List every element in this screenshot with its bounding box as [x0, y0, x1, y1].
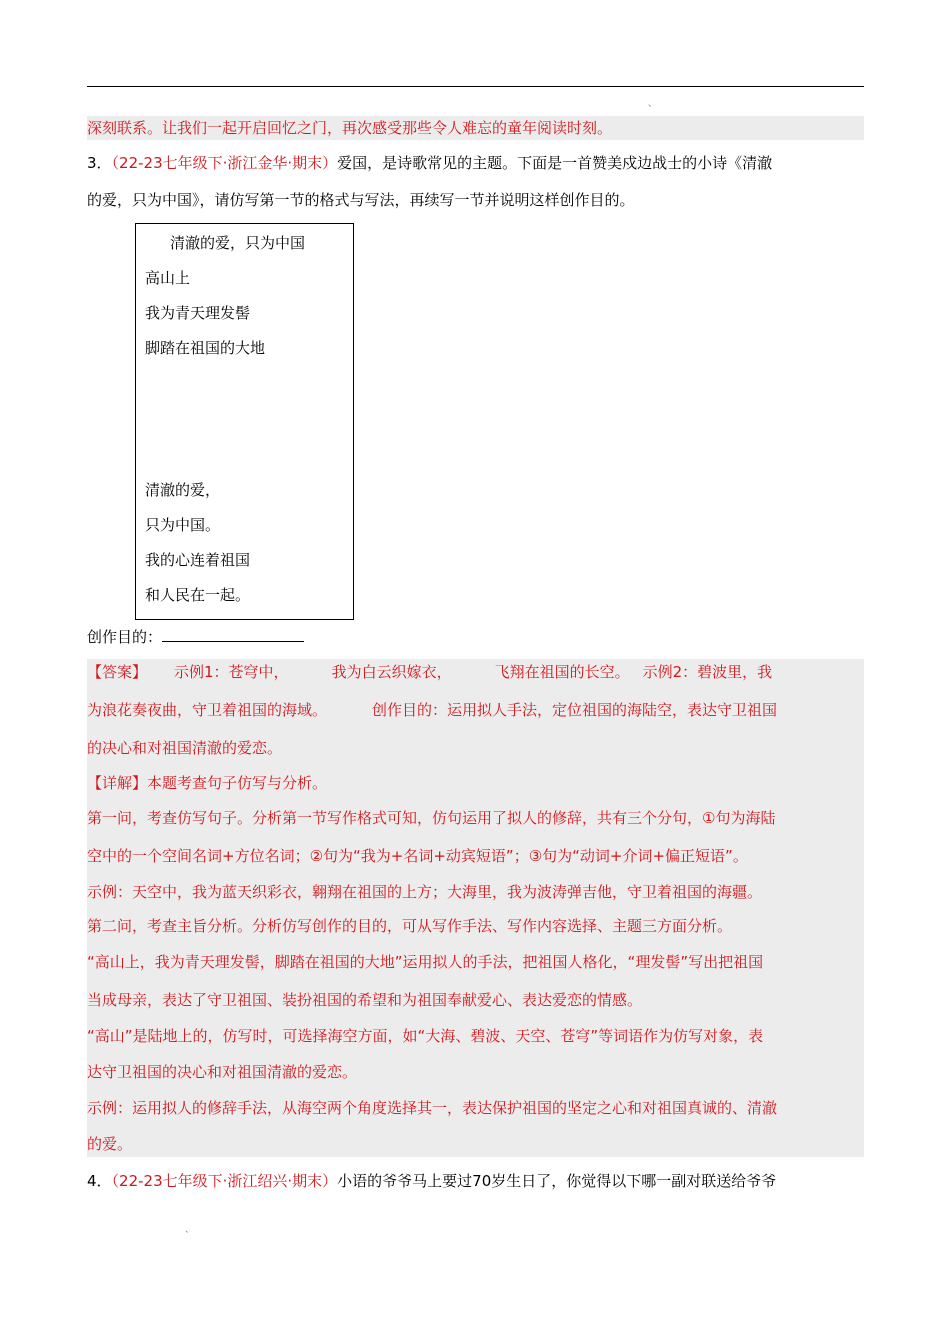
- explain-line: 当成母亲，表达了守卫祖国、装扮祖国的希望和为祖国奉献爱心、表达爱恋的情感。: [87, 991, 643, 1009]
- top-mark: 、: [648, 99, 658, 109]
- poem-box: [135, 223, 354, 620]
- q3-source: （22-23七年级下·浙江金华·期末）: [111, 154, 338, 172]
- explain-head-text: 本题考查句子仿写与分析。: [147, 774, 328, 792]
- answer-example2-b: 为浪花奏夜曲，守卫着祖国的海域。: [87, 701, 328, 719]
- q3-stem-text: 爱国，是诗歌常见的主题。下面是一首赞美戍边战士的小诗《清澈: [337, 154, 773, 172]
- purpose-row: [87, 627, 304, 647]
- explain-line: 达守卫祖国的决心和对祖国清澈的爱恋。: [87, 1063, 358, 1081]
- answer-line1: [87, 662, 772, 682]
- answer-example1-b: 我为白云织嫁衣，: [331, 663, 452, 681]
- purpose-label: 创作目的：: [87, 628, 163, 646]
- purpose-blank[interactable]: [162, 627, 304, 642]
- poem-line: 和人民在一起。: [145, 586, 251, 604]
- answer-highlight: [87, 659, 864, 1157]
- explain-line: 空中的一个空间名词+方位名词；②句为“我为+名词+动宾短语”；③句为“动词+介词+偏正短语”。: [87, 847, 748, 865]
- poem-line: 我为青天理发髻: [145, 304, 251, 322]
- explain-line: 示例：天空中，我为蓝天织彩衣，翱翔在祖国的上方；大海里，我为波涛弹吉他，守卫着祖国的海疆。: [87, 883, 763, 901]
- explain-line: “高山上，我为青天理发髻，脚踏在祖国的大地”运用拟人的手法，把祖国人格化，“理发髻”写出把祖国: [87, 953, 764, 971]
- poem-title: 清澈的爱，只为中国: [170, 234, 306, 252]
- explain-head: [87, 773, 327, 793]
- q4-source: （22-23七年级下·浙江绍兴·期末）: [111, 1172, 338, 1190]
- q4-number: 4．: [87, 1172, 112, 1190]
- explain-tag: 【详解】: [87, 774, 148, 792]
- explain-line: 第一问，考查仿写句子。分析第一节写作格式可知，仿句运用了拟人的修辞，共有三个分句，①句为海陆: [87, 809, 776, 827]
- answer-purpose: 创作目的：运用拟人手法，定位祖国的海陆空，表达守卫祖国: [372, 701, 778, 719]
- explain-line: 示例：运用拟人的修辞手法，从海空两个角度选择其一，表达保护祖国的坚定之心和对祖国真诚的、清澈: [87, 1099, 778, 1117]
- answer-example1-a: 示例1：苍穹中，: [174, 663, 289, 681]
- q4-stem-text: 小语的爷爷马上要过70岁生日了，你觉得以下哪一副对联送给爷爷: [337, 1172, 777, 1190]
- bottom-mark: 、: [185, 1225, 195, 1235]
- header-rule: [87, 86, 864, 87]
- poem-line: 我的心连着祖国: [145, 551, 251, 569]
- explain-line: “高山”是陆地上的，仿写时，可选择海空方面，如“大海、碧波、天空、苍穹”等词语作为仿写对象，表: [87, 1027, 764, 1045]
- q3-number: 3．: [87, 154, 112, 172]
- answer-line3: 的决心和对祖国清澈的爱恋。: [87, 739, 283, 757]
- answer-line2: [87, 700, 777, 720]
- poem-line: 高山上: [145, 269, 191, 287]
- q4-stem: [87, 1171, 776, 1191]
- intro-tail-text: 深刻联系。让我们一起开启回忆之门，再次感受那些令人难忘的童年阅读时刻。: [87, 119, 613, 137]
- poem-line: 脚踏在祖国的大地: [145, 339, 266, 357]
- answer-example2-a: 示例2：碧波里，我: [642, 663, 773, 681]
- explain-line: 的爱。: [87, 1135, 133, 1153]
- answer-tag: 【答案】: [87, 663, 148, 681]
- explain-line: 第二问，考查主旨分析。分析仿写创作的目的，可从写作手法、写作内容选择、主题三方面分析。: [87, 917, 733, 935]
- q3-stem-line2: 的爱，只为中国》，请仿写第一节的格式与写法，再续写一节并说明这样创作目的。: [87, 191, 635, 209]
- poem-line: 只为中国。: [145, 516, 221, 534]
- poem-line: 清澈的爱，: [145, 481, 221, 499]
- q3-stem-line1: [87, 153, 772, 173]
- answer-example1-c: 飞翔在祖国的长空。: [494, 663, 630, 681]
